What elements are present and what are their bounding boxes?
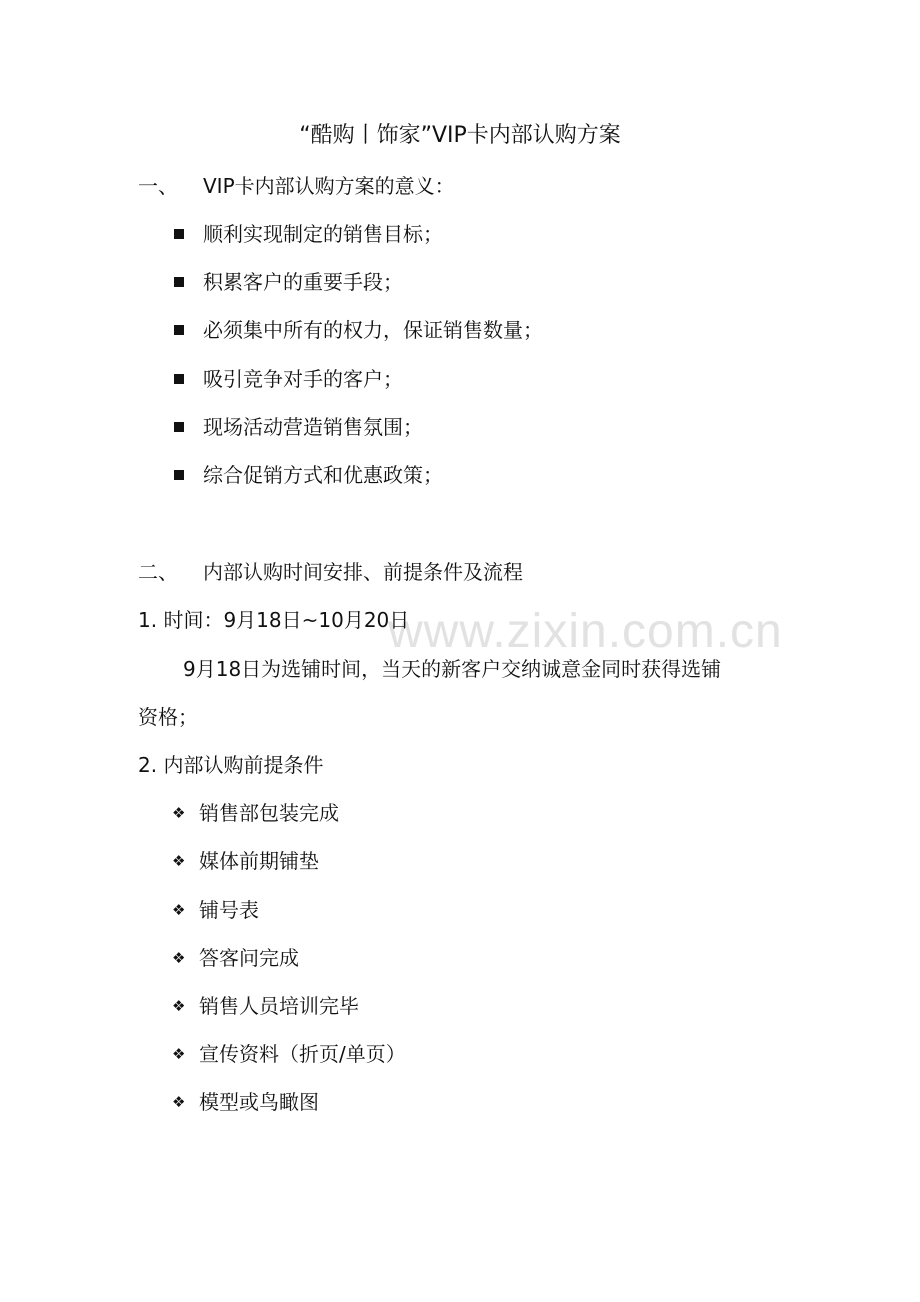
section-2-title: 内部认购时间安排、前提条件及流程 (203, 560, 523, 584)
condition-text: 媒体前期铺垫 (199, 849, 319, 873)
section-2-number: 二、 (138, 560, 178, 584)
bullet-text: 必须集中所有的权力，保证销售数量； (203, 318, 543, 342)
item-1-time: 1. 时间：9月18日~10月20日 (138, 608, 410, 632)
diamond-bullet-icon: ❖ (172, 997, 186, 1015)
square-bullet-icon (174, 374, 184, 384)
bullet-text: 现场活动营造销售氛围； (203, 415, 423, 439)
condition-text: 销售部包装完成 (199, 801, 339, 825)
condition-text: 宣传资料（折页/单页） (199, 1042, 406, 1066)
square-bullet-icon (174, 422, 184, 432)
watermark: www.zixin.com.cn (388, 605, 783, 658)
diamond-bullet-icon: ❖ (172, 804, 186, 822)
bullet-text: 顺利实现制定的销售目标； (203, 222, 443, 246)
condition-text: 模型或鸟瞰图 (199, 1090, 319, 1114)
bullet-text: 吸引竞争对手的客户； (203, 367, 403, 391)
bullet-text: 积累客户的重要手段； (203, 270, 403, 294)
condition-text: 铺号表 (199, 898, 259, 922)
square-bullet-icon (174, 229, 184, 239)
item-1-paragraph-line-1: 9月18日为选铺时间，当天的新客户交纳诚意金同时获得选铺 (183, 657, 722, 681)
condition-text: 答客问完成 (199, 946, 299, 970)
document-title: “酷购丨饰家”VIP卡内部认购方案 (299, 123, 621, 148)
item-1-paragraph-line-2: 资格； (138, 705, 198, 729)
diamond-bullet-icon: ❖ (172, 852, 186, 870)
diamond-bullet-icon: ❖ (172, 949, 186, 967)
diamond-bullet-icon: ❖ (172, 901, 186, 919)
square-bullet-icon (174, 325, 184, 335)
diamond-bullet-icon: ❖ (172, 1045, 186, 1063)
square-bullet-icon (174, 470, 184, 480)
square-bullet-icon (174, 277, 184, 287)
bullet-text: 综合促销方式和优惠政策； (203, 463, 443, 487)
section-1-title: VIP卡内部认购方案的意义： (203, 174, 455, 198)
section-1-number: 一、 (138, 174, 178, 198)
diamond-bullet-icon: ❖ (172, 1093, 186, 1111)
item-2-heading: 2. 内部认购前提条件 (138, 753, 324, 777)
condition-text: 销售人员培训完毕 (199, 994, 359, 1018)
